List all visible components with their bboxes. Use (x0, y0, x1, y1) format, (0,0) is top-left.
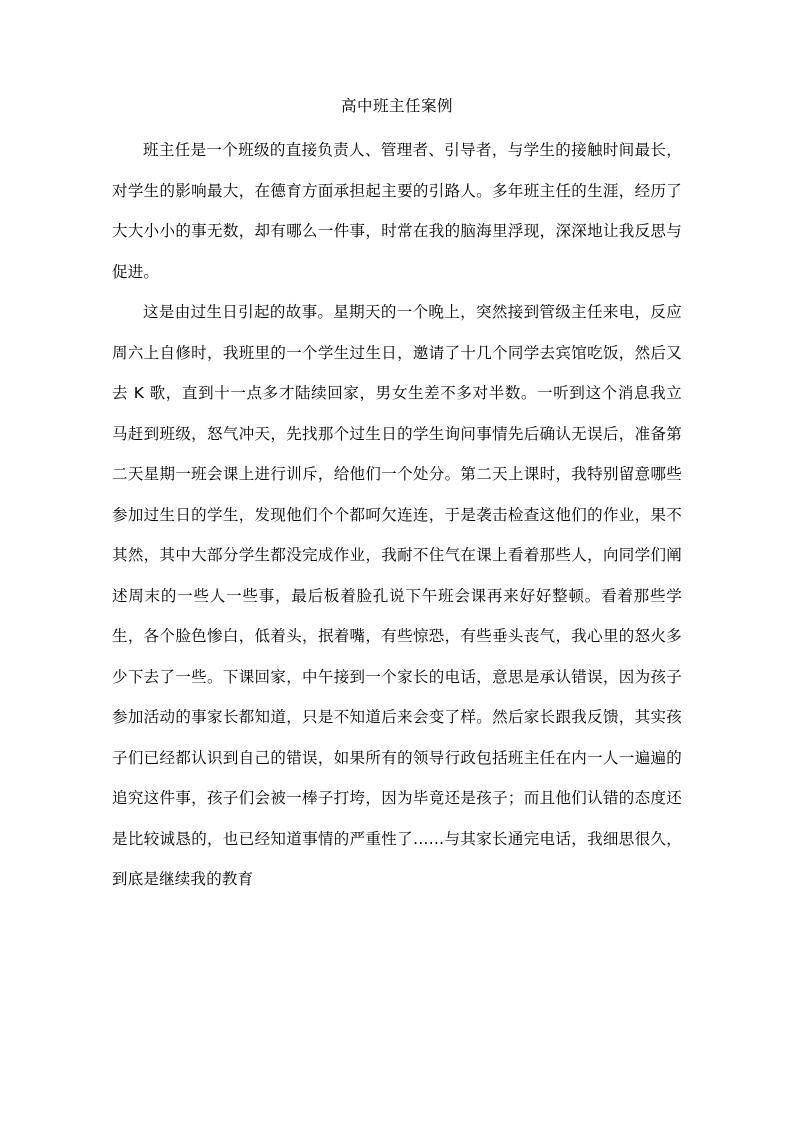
page-title: 高中班主任案例 (340, 97, 453, 115)
document-body (112, 92, 682, 900)
paragraph-1: 班主任是一个班级的直接负责人、管理者、引导者，与学生的接触时间最长，对学生的影响最大，在德育方面承担起主要的引路人。多年班主任的生涯，经历了大大小小的事无数，却有哪么一件事，时常在我的脑海里浮现，深深地让我反思与促进。 (112, 141, 682, 281)
paragraph-2: 这是由过生日引起的故事。星期天的一个晚上，突然接到管级主任来电，反应周六上自修时，我班里的一个学生过生日，邀请了十几个同学去宾馆吃饭，然后又去 K 歌，直到十一点多才陆续回家，男女生差不多对半数。一听到这个消息我立马赶到班级，怒气冲天，先找那个过生日的学生询问事情先后确认无误后，准备第二天星期一班会课上进行训斥，给他们一个处分。第二天上课时，我特别留意哪些参加过生日的学生，发现他们个个都呵欠连连，于是袭击检查这他们的作业，果不其然，其中大部分学生都没完成作业，我耐不住气在课上看着那些人，向同学们阐述周末的一些人一些事，最后板着脸孔说下午班会课再来好好整顿。看着那些学生，各个脸色惨白，低着头，抿着嘴，有些惊恐，有些垂头丧气，我心里的怒火多少下去了一些。下课回家，中午接到一个家长的电话，意思是承认错误，因为孩子参加活动的事家长都知道，只是不知道后来会变了样。然后家长跟我反馈，其实孩子们已经都认识到自己的错误，如果所有的领导行政包括班主任在内一人一遍遍的追究这件事，孩子们会被一棒子打垮，因为毕竟还是孩子；而且他们认错的态度还是比较诚恳的，也已经知道事情的严重性了……与其家长通完电话，我细思很久，到底是继续我的教育 (112, 303, 682, 888)
